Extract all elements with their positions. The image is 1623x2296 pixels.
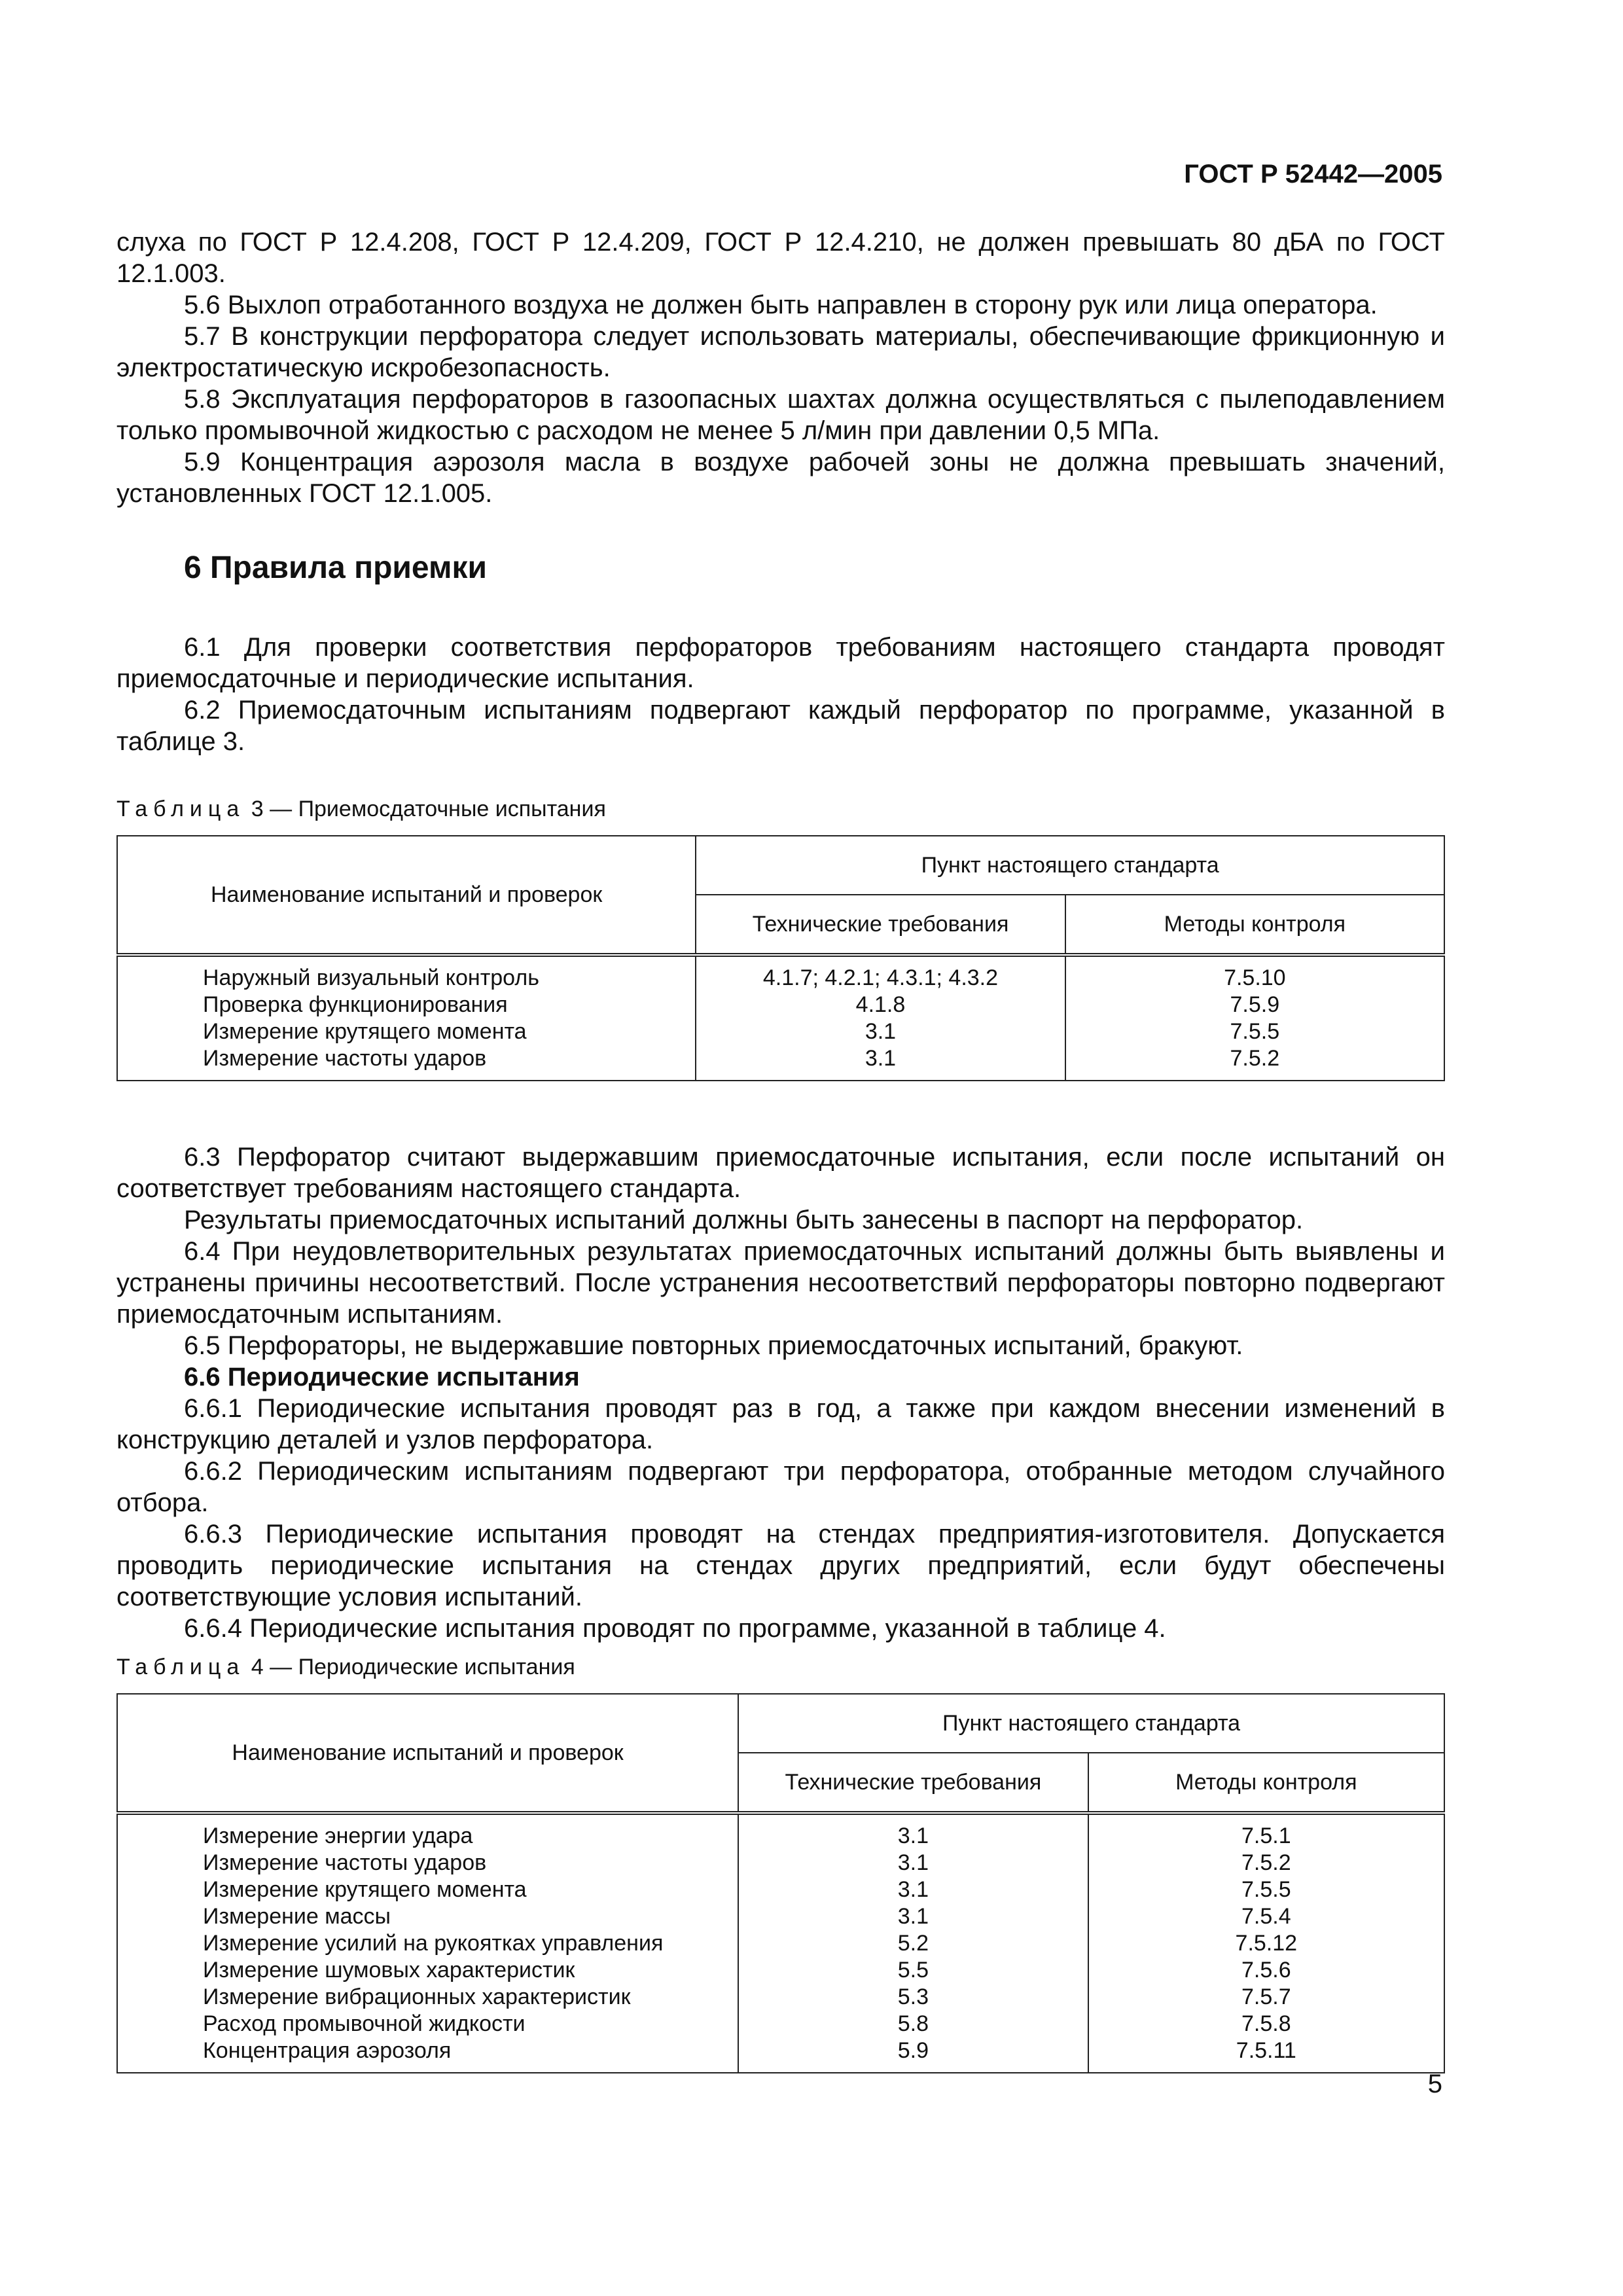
table-cell-name: Концентрация аэрозоля [117,2037,738,2073]
table-cell-tech: 4.1.8 [696,992,1065,1018]
table-cell-name: Измерение массы [117,1903,738,1930]
table-4-caption-text: 4 — Периодические испытания [251,1655,575,1679]
table-cell-tech: 5.3 [738,1984,1088,2011]
table-3-header-name: Наименование испытаний и проверок [117,836,696,955]
table-cell-tech: 3.1 [696,1018,1065,1045]
subsection-6-6-title: 6.6 Периодические испытания [184,1363,580,1391]
paragraph-6-3-results: Результаты приемосдаточных испытаний должны быть занесены в паспорт на перфоратор. [184,1206,1304,1234]
table-4-header-methods: Методы контроля [1088,1753,1444,1813]
table-row [117,1903,1444,1930]
table-cell-tech: 5.2 [738,1930,1088,1957]
table-cell-tech: 3.1 [738,1813,1088,1850]
table-4-header-tech: Технические требования [738,1753,1088,1813]
table-cell-tech: 5.9 [738,2037,1088,2073]
table-3-header-group: Пункт настоящего стандарта [696,836,1444,895]
paragraph-6-6-1: 6.6.1 Периодические испытания проводят раз в год, а также при каждом внесении изменений в конструкцию деталей и узлов перфоратора. [116,1394,1445,1454]
table-row [117,1876,1444,1903]
paragraph-continued: слуха по ГОСТ Р 12.4.208, ГОСТ Р 12.4.209, ГОСТ Р 12.4.210, не должен превышать 80 дБА по ГОСТ 12.1.003. [116,228,1445,288]
table-cell-name: Наружный визуальный контроль [117,955,696,992]
document-code-header: ГОСТ Р 52442—2005 [1184,160,1442,188]
table-cell-name: Измерение крутящего момента [117,1876,738,1903]
table-cell-name: Измерение вибрационных характеристик [117,1984,738,2011]
paragraph-6-1: 6.1 Для проверки соответствия перфораторов требованиям настоящего стандарта проводят приемосдаточные и периодические испытания. [116,633,1445,693]
paragraph-5-9: 5.9 Концентрация аэрозоля масла в воздухе рабочей зоны не должна превышать значений, установленных ГОСТ 12.1.005. [116,448,1445,508]
table-cell-tech: 5.5 [738,1957,1088,1984]
table-cell-method: 7.5.2 [1065,1045,1444,1081]
table-cell-method: 7.5.8 [1088,2011,1444,2037]
paragraph-5-6: 5.6 Выхлоп отработанного воздуха не должен быть направлен в сторону рук или лица оператора. [184,291,1378,319]
table-cell-method: 7.5.5 [1065,1018,1444,1045]
table-cell-tech: 3.1 [738,1876,1088,1903]
table-cell-name: Измерение усилий на рукоятках управления [117,1930,738,1957]
table-cell-name: Измерение шумовых характеристик [117,1957,738,1984]
paragraph-5-7: 5.7 В конструкции перфоратора следует использовать материалы, обеспечивающие фрикционную и электростатическую искробезопасность. [116,322,1445,382]
table-cell-method: 7.5.9 [1065,992,1444,1018]
table-4-header-group: Пункт настоящего стандарта [738,1694,1444,1753]
paragraph-6-6-3: 6.6.3 Периодические испытания проводят на стендах предприятия-изготовителя. Допускается проводить периодические испытания на стендах других предприятий, если будут обеспечены соответствующие условия испытаний. [116,1520,1445,1611]
table-row [117,1045,1444,1081]
paragraph-6-5: 6.5 Перфораторы, не выдержавшие повторных приемосдаточных испытаний, бракуют. [184,1331,1243,1360]
table-row [117,1018,1444,1045]
table-cell-tech: 3.1 [738,1850,1088,1876]
page-number: 5 [1427,2070,1442,2098]
paragraph-6-2: 6.2 Приемосдаточным испытаниям подвергают каждый перфоратор по программе, указанной в таблице 3. [116,696,1445,756]
table-row [117,992,1444,1018]
table-cell-name: Проверка функционирования [117,992,696,1018]
page-content [116,226,1445,2073]
table-cell-name: Расход промывочной жидкости [117,2011,738,2037]
paragraph-5-8: 5.8 Эксплуатация перфораторов в газоопасных шахтах должна осуществляться с пылеподавлением только промывочной жидкостью с расходом не менее 5 л/мин при давлении 0,5 МПа. [116,385,1445,445]
table-cell-method: 7.5.4 [1088,1903,1444,1930]
paragraph-6-6-4: 6.6.4 Периодические испытания проводят по программе, указанной в таблице 4. [184,1614,1166,1643]
table-3-caption [116,797,1445,822]
table-cell-tech: 5.8 [738,2011,1088,2037]
table-4-caption-prefix: Таблица [116,1655,245,1679]
table-cell-method: 7.5.6 [1088,1957,1444,1984]
table-3-caption-text: 3 — Приемосдаточные испытания [251,797,606,821]
paragraph-6-3: 6.3 Перфоратор считают выдержавшим приемосдаточные испытания, если после испытаний он соответствует требованиям настоящего стандарта. [116,1143,1445,1203]
paragraph-6-6-2: 6.6.2 Периодическим испытаниям подвергают три перфоратора, отобранные методом случайного отбора. [116,1457,1445,1517]
table-row [117,955,1444,992]
table-cell-name: Измерение частоты ударов [117,1045,696,1081]
table-3-caption-prefix: Таблица [116,797,245,821]
table-row [117,2011,1444,2037]
table-cell-name: Измерение частоты ударов [117,1850,738,1876]
table-4 [116,1693,1445,2073]
table-cell-method: 7.5.2 [1088,1850,1444,1876]
table-4-caption [116,1655,1445,1680]
table-row [117,1930,1444,1957]
table-cell-method: 7.5.5 [1088,1876,1444,1903]
table-3-header-tech: Технические требования [696,895,1065,955]
table-cell-name: Измерение крутящего момента [117,1018,696,1045]
table-3-header-methods: Методы контроля [1065,895,1444,955]
paragraph-6-4: 6.4 При неудовлетворительных результатах приемосдаточных испытаний должны быть выявлены и устранены причины несоответствий. После устранения несоответствий перфораторы повторно подвергают приемосдаточным испытаниям. [116,1237,1445,1329]
table-cell-method: 7.5.11 [1088,2037,1444,2073]
table-row [117,1813,1444,1850]
table-cell-tech: 4.1.7; 4.2.1; 4.3.1; 4.3.2 [696,955,1065,992]
section-6-title: 6 Правила приемки [184,550,488,585]
table-row [117,1957,1444,1984]
table-cell-tech: 3.1 [696,1045,1065,1081]
table-cell-method: 7.5.1 [1088,1813,1444,1850]
table-cell-method: 7.5.12 [1088,1930,1444,1957]
table-row [117,1850,1444,1876]
table-cell-method: 7.5.10 [1065,955,1444,992]
table-row [117,1984,1444,2011]
table-row [117,2037,1444,2073]
table-cell-tech: 3.1 [738,1903,1088,1930]
table-cell-name: Измерение энергии удара [117,1813,738,1850]
table-4-header-name: Наименование испытаний и проверок [117,1694,738,1813]
table-3 [116,835,1445,1081]
table-cell-method: 7.5.7 [1088,1984,1444,2011]
